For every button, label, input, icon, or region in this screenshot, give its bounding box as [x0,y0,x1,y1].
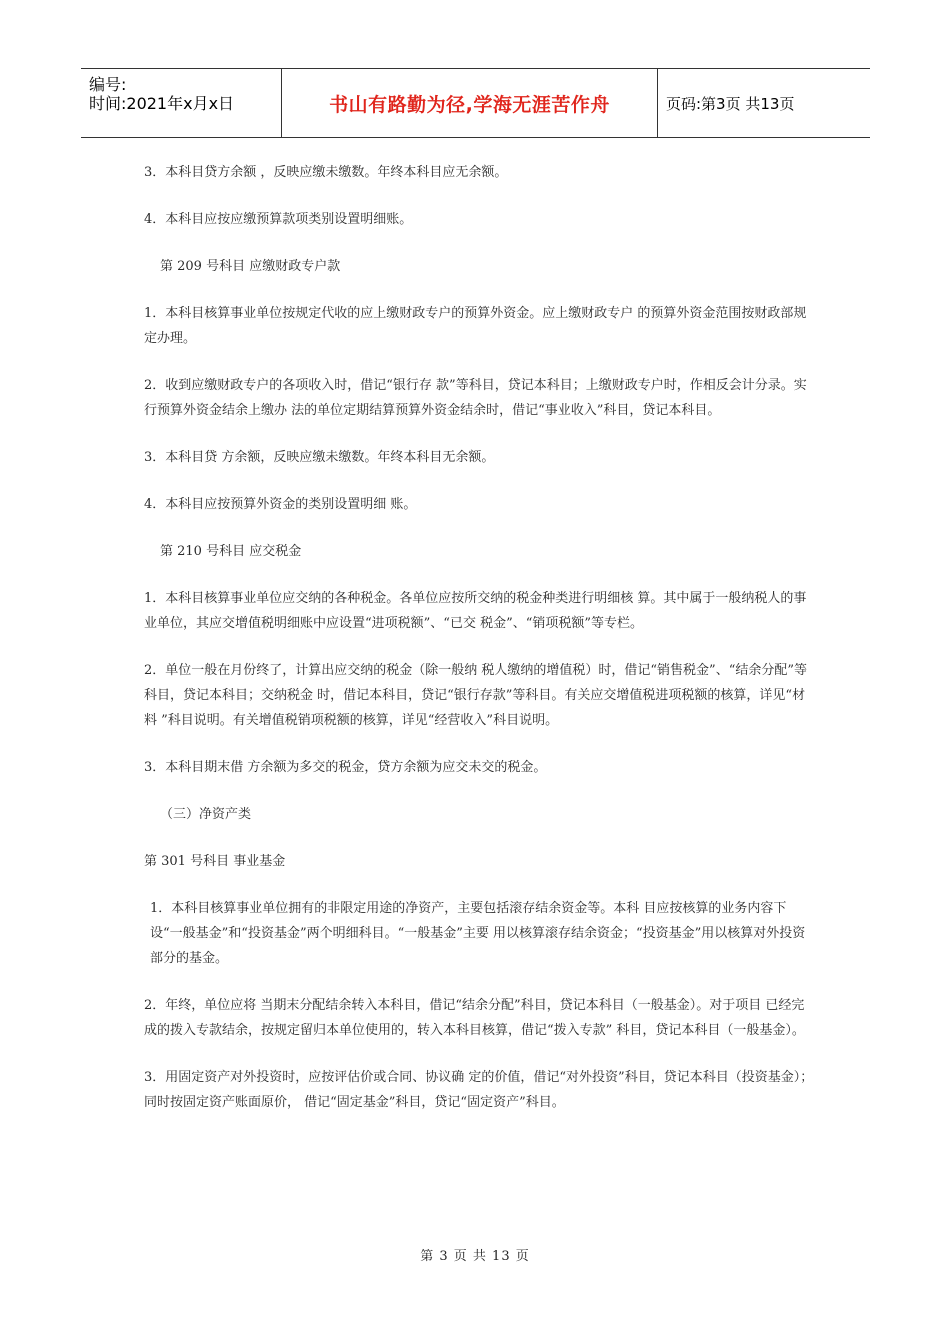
paragraph: 3．本科目期末借 方余额为多交的税金，贷方余额为应交未交的税金。 [144,760,547,775]
document-number-label: 编号: [89,75,127,94]
section-heading: 第 301 号科目 事业基金 [144,854,286,869]
section-heading: （三）净资产类 [160,807,252,822]
header-motto-cell [282,69,658,137]
paragraph: 2．收到应缴财政专户的各项收入时，借记“银行存 款”等科目，贷记本科目；上缴财政专户时，作相反会计分录。实行预算外资金结余上缴办 法的单位定期结算预算外资金结余时，借记“事业收入”科目，贷记本科目。 [144,378,807,418]
document-time-label: 时间:2021年x月x日 [89,94,235,113]
header-meta-cell [81,69,282,137]
page-footer: 第 3 页 共 13 页 [420,1249,530,1264]
paragraph: 4．本科目应按应缴预算款项类别设置明细账。 [144,212,413,227]
paragraph: 4．本科目应按预算外资金的类别设置明细 账。 [144,497,417,512]
paragraph: 1．本科目核算事业单位拥有的非限定用途的净资产，主要包括滚存结余资金等。本科 目应按核算的业务内容下设“一般基金”和“投资基金”两个明细科目。“一般基金”主要 用以核算滚存结余资金；“投资基金”用以核算对外投资部分的基金。 [150,901,806,966]
paragraph: 2．年终，单位应将 当期末分配结余转入本科目，借记“结余分配”科目，贷记本科目（一般基金）。对于项目 已经完成的拨入专款结余，按规定留归本单位使用的，转入本科目核算，借记“拨入专款” 科目，贷记本科目（一般基金）。 [144,998,805,1038]
paragraph: 3．用固定资产对外投资时，应按评估价或合同、协议确 定的价值，借记“对外投资”科目，贷记本科目（投资基金）；同时按固定资产账面原价， 借记“固定基金”科目，贷记“固定资产”科目。 [144,1070,814,1110]
header-page-cell [658,69,870,137]
paragraph: 1．本科目核算事业单位应交纳的各种税金。各单位应按所交纳的税金种类进行明细核 算。其中属于一般纳税人的事业单位，其应交增值税明细账中应设置“进项税额”、“已交 税金”、“销项税额”等专栏。 [144,591,807,631]
section-heading: 第 209 号科目 应缴财政专户款 [160,259,341,274]
paragraph: 2．单位一般在月份终了，计算出应交纳的税金（除一般纳 税人缴纳的增值税）时，借记“销售税金”、“结余分配”等科目，贷记本科目；交纳税金 时，借记本科目，贷记“银行存款”等科目。有关应交增值税进项税额的核算，详见“材料 ”科目说明。有关增值税销项税额的核算，详见“经营收入”科目说明。 [144,663,807,728]
document-body [144,160,814,1115]
header-motto: 书山有路勤为径,学海无涯苦作舟 [329,93,610,116]
page-header [81,68,870,138]
header-page-info: 页码:第3页 共13页 [666,94,795,113]
paragraph: 3．本科目贷 方余额，反映应缴未缴数。年终本科目无余额。 [144,450,495,465]
paragraph: 3．本科目贷方余额 ，反映应缴未缴数。年终本科目应无余额。 [144,165,508,180]
paragraph: 1．本科目核算事业单位按规定代收的应上缴财政专户的预算外资金。应上缴财政专户 的预算外资金范围按财政部规定办理。 [144,306,807,346]
section-heading: 第 210 号科目 应交税金 [160,544,302,559]
